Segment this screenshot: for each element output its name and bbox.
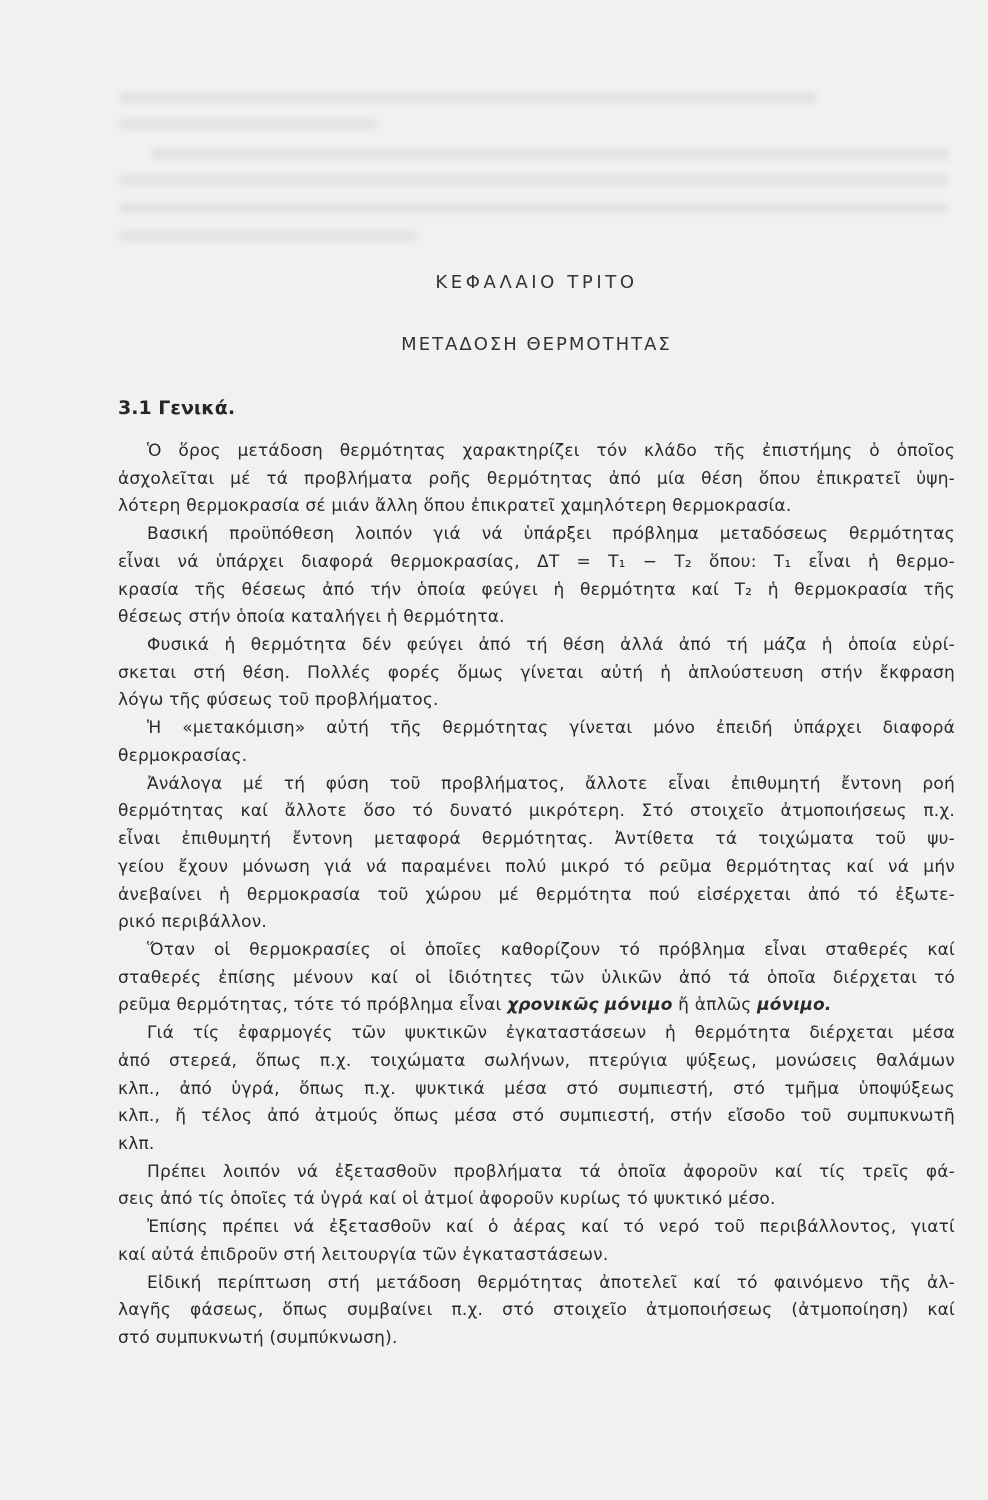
show-through-smudge [118,230,418,242]
text-line: εἶναι νά ὑπάρχει διαφορά θερμοκρασίας, ΔΤ = Τ₁ − Τ₂ ὅπου: Τ₁ εἶναι ἡ θερμο- [118,551,955,572]
text-line: Ἀνάλογα μέ τή φύση τοῦ προβλήματος, ἄλλοτε εἶναι ἐπιθυμητή ἔντονη ροή [147,773,955,794]
text-line: ρικό περιβάλλον. [118,912,268,933]
text-segment: ρεῦμα θερμότητας, τότε τό πρόβλημα εἶναι [118,995,508,1016]
show-through-smudge [118,118,378,130]
text-line: Γιά τίς ἐφαρμογές τῶν ψυκτικῶν ἐγκαταστάσεων ἡ θερμότητα διέρχεται μέσα [147,1023,955,1044]
paragraph-2 [118,521,955,632]
text-line: σκεται στή θέση. Πολλές φορές ὅμως γίνεται αὐτή ἡ ἁπλούστευση στήν ἔκφραση [118,662,955,683]
paragraph-8 [118,1159,955,1214]
text-line: θερμοκρασίας. [118,745,248,766]
body-text [118,438,955,1353]
text-line: κρασία τῆς θέσεως ἀπό τήν ὁποία φεύγει ἡ θερμότητα καί Τ₂ ἡ θερμοκρασία τῆς [118,579,955,600]
text-line: Εἰδική περίπτωση στή μετάδοση θερμότητας ἀποτελεῖ καί τό φαινόμενο τῆς ἀλ- [147,1272,955,1293]
text-line: Ἡ «μετακόμιση» αὐτή τῆς θερμότητας γίνεται μόνο ἐπειδή ὑπάρχει διαφορά [147,718,955,739]
text-line: στό συμπυκνωτή (συμπύκνωση). [118,1328,398,1348]
text-line: σταθερές ἐπίσης μένουν καί οἱ ἰδιότητες τῶν ὑλικῶν ἀπό τά ὁποῖα διέρχεται τό [118,967,955,988]
text-line: λόγω τῆς φύσεως τοῦ προβλήματος. [118,690,439,711]
text-line: Ὅταν οἱ θερμοκρασίες οἱ ὁποῖες καθορίζουν τό πρόβλημα εἶναι σταθερές καί [147,939,955,960]
text-line: γείου ἔχουν μόνωση γιά νά παραμένει πολύ μικρό τό ρεῦμα θερμότητας καί νά μήν [118,856,955,877]
text-segment: ἤ ἁπλῶς [672,995,758,1016]
text-line: Πρέπει λοιπόν νά ἐξετασθοῦν προβλήματα τά ὁποῖα ἀφοροῦν καί τίς τρεῖς φά- [147,1161,955,1182]
emphasis-term: χρονικῶς μόνιμο [507,995,673,1016]
text-line: Ἐπίσης πρέπει νά ἐξετασθοῦν καί ὁ ἀέρας καί τό νερό τοῦ περιβάλλοντος, γιατί [147,1217,955,1238]
text-line: Φυσικά ἡ θερμότητα δέν φεύγει ἀπό τή θέση ἀλλά ἀπό τή μάζα ἡ ὁποία εὑρί- [147,635,955,656]
text-line: λαγῆς φάσεως, ὅπως συμβαίνει π.χ. στό στοιχεῖο ἀτμοποιήσεως (ἀτμοποίηση) καί [118,1300,955,1321]
paragraph-3 [118,632,955,715]
paragraph-10 [118,1270,955,1353]
text-line: θέσεως στήν ὁποία καταλήγει ἡ θερμότητα. [118,607,505,628]
text-line [118,992,955,1020]
text-line: κλπ., ἤ τέλος ἀπό ἀτμούς ὅπως μέσα στό συμπιεστή, στήν εἴσοδο τοῦ συμπυκνωτῆ [118,1106,955,1127]
show-through-smudge [150,148,950,160]
show-through-smudge [118,174,948,186]
text-line: ἀνεβαίνει ἡ θερμοκρασία τοῦ χώρου μέ θερμότητα πού εἰσέρχεται ἀπό τό ἐξωτε- [118,884,955,905]
text-line: ἀσχολεῖται μέ τά προβλήματα ροῆς θερμότητας ἀπό μία θέση ὅπου ἐπικρατεῖ ὑψη- [118,468,955,489]
text-line: κλπ. [118,1133,155,1154]
text-line: Βασική προϋπόθεση λοιπόν γιά νά ὑπάρξει πρόβλημα μεταδόσεως θερμότητας [147,524,955,545]
emphasis-term: μόνιμο. [757,995,832,1016]
show-through-smudge [118,202,948,214]
text-line: εἶναι ἐπιθυμητή ἔντονη μεταφορά θερμότητας. Ἀντίθετα τά τοιχώματα τοῦ ψυ- [118,829,955,850]
text-line: καί αὐτά ἐπιδροῦν στή λειτουργία τῶν ἐγκαταστάσεων. [118,1244,609,1265]
show-through-smudge [118,92,818,104]
text-line: θερμότητας καί ἄλλοτε ὅσο τό δυνατό μικρότερη. Στό στοιχεῖο ἀτμοποιήσεως π.χ. [118,801,955,822]
paragraph-1 [118,438,955,521]
text-line: σεις ἀπό τίς ὁποῖες τά ὑγρά καί οἱ ἀτμοί ἀφοροῦν κυρίως τό ψυκτικό μέσο. [118,1189,776,1210]
chapter-label: ΚΕΦΑΛΑΙΟ ΤΡΙΤΟ [435,272,638,293]
paragraph-7 [118,1020,955,1159]
paragraph-6 [118,937,955,1020]
chapter-title: ΜΕΤΑΔΟΣΗ ΘΕΡΜΟΤΗΤΑΣ [401,334,672,355]
text-line: ἀπό στερεά, ὅπως π.χ. τοιχώματα σωλήνων, πτερύγια ψύξεως, μονώσεις θαλάμων [118,1050,955,1071]
text-line: Ὁ ὅρος μετάδοση θερμότητας χαρακτηρίζει τόν κλάδο τῆς ἐπιστήμης ὁ ὁποῖος [147,441,955,461]
paragraph-9 [118,1214,955,1269]
section-heading: 3.1 Γενικά. [118,397,236,419]
paragraph-4 [118,715,955,770]
text-line: λότερη θερμοκρασία σέ μιάν ἄλλη ὅπου ἐπικρατεῖ χαμηλότερη θερμοκρασία. [118,496,792,517]
text-line: κλπ., ἀπό ὑγρά, ὅπως π.χ. ψυκτικά μέσα στό συμπιεστή, στό τμῆμα ὑποψύξεως [118,1078,955,1099]
paragraph-5 [118,771,955,937]
